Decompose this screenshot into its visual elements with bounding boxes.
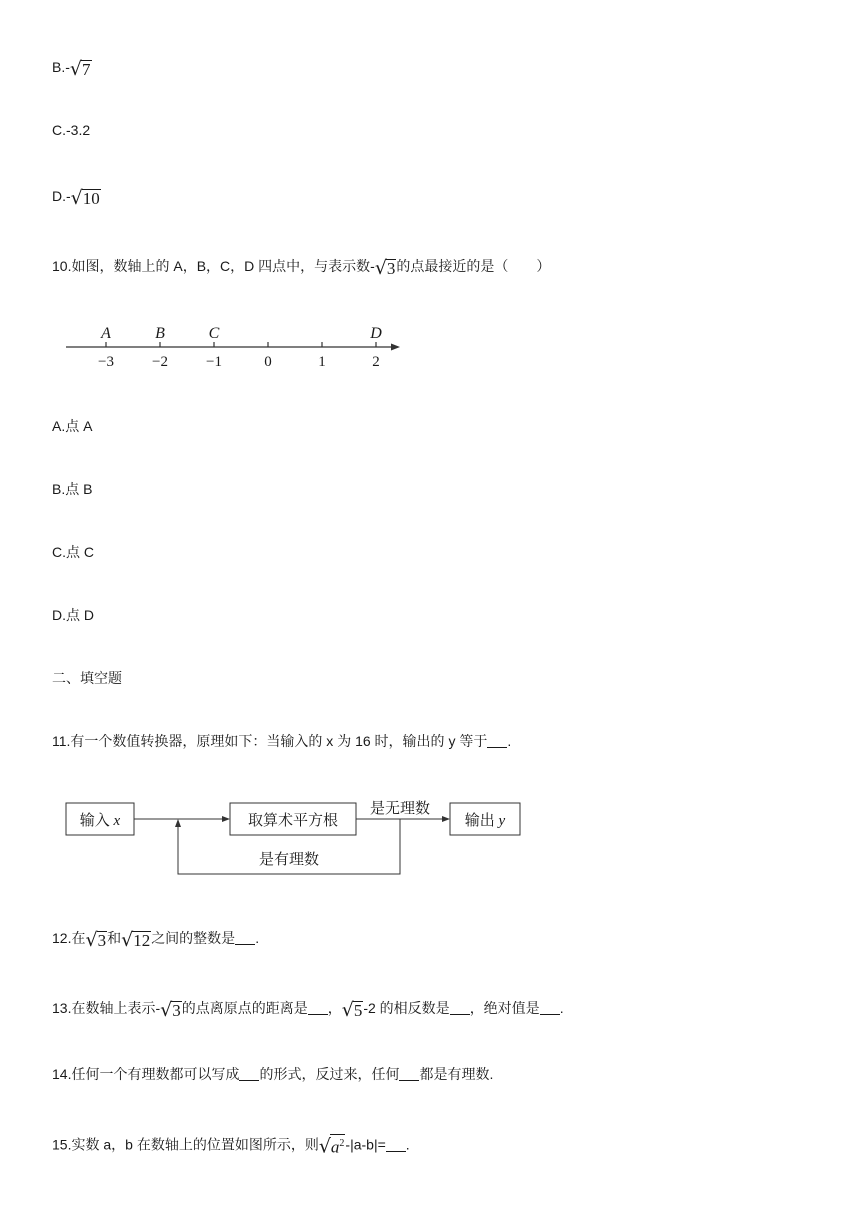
rational-label: 是有理数: [258, 852, 320, 868]
number-line-figure: [60, 318, 410, 374]
answer-blank[interactable]: [487, 732, 507, 748]
flowchart-figure: [60, 798, 530, 880]
sqrt-3: √3: [374, 257, 396, 279]
answer-blank[interactable]: [308, 999, 328, 1015]
sqrt-3: √3: [160, 999, 181, 1021]
point-label-a: A: [101, 325, 111, 342]
question-10: 10.如图，数轴上的 A，B，C，D 四点中，与表示数-√3的点最接近的是（ ）: [52, 257, 551, 279]
section-title: 二、填空题: [52, 670, 122, 686]
sqrt-3: √3: [85, 929, 107, 951]
option-10-b[interactable]: B.点 B: [52, 481, 93, 497]
point-label-d: D: [370, 325, 382, 342]
question-12: 12.在√3和√12之间的整数是 .: [52, 929, 260, 951]
sqrt-7: √7: [69, 58, 91, 80]
tick-label: −3: [98, 354, 114, 370]
answer-blank[interactable]: [540, 999, 560, 1015]
option-9-c[interactable]: C.-3.2: [52, 122, 91, 138]
option-9-b[interactable]: B.-√7: [52, 58, 91, 80]
tick-label: 1: [318, 354, 326, 370]
arrow-right-icon: [222, 816, 230, 822]
option-10-c[interactable]: C.点 C: [52, 544, 94, 560]
answer-blank[interactable]: [450, 999, 470, 1015]
question-14: 14.任何一个有理数都可以写成 的形式，反过来，任何 都是有理数.: [52, 1066, 494, 1082]
tick-label: 0: [264, 354, 272, 370]
sqrt-5: √5: [341, 999, 363, 1021]
arrow-right-icon: [391, 344, 400, 351]
option-10-a[interactable]: A.点 A: [52, 418, 93, 434]
input-text: 输入 x: [79, 813, 121, 829]
sqrt-a-squared: $√a^2$: [318, 1135, 345, 1158]
option-10-d[interactable]: D.点 D: [52, 607, 94, 623]
tick-label: −2: [152, 354, 168, 370]
output-text: 输出 y: [464, 813, 506, 829]
tick-label: 2: [372, 354, 380, 370]
answer-blank[interactable]: [235, 929, 255, 945]
answer-blank[interactable]: [386, 1136, 406, 1152]
question-11: 11.有一个数值转换器，原理如下：当输入的 x 为 16 时，输出的 y 等于 .: [52, 733, 512, 749]
sqrt-10: √10: [70, 187, 100, 209]
arrow-up-icon: [175, 819, 181, 827]
sqrt-12: √12: [121, 929, 151, 951]
point-label-b: B: [155, 325, 165, 342]
question-13: 13.在数轴上表示-√3的点离原点的距离是 ，√5-2 的相反数是 ，绝对值是 .: [52, 999, 564, 1021]
option-9-d[interactable]: D.-√10: [52, 187, 100, 209]
irrational-label: 是无理数: [369, 801, 431, 817]
arrow-right-icon: [442, 816, 450, 822]
answer-blank[interactable]: [399, 1065, 419, 1081]
question-15: 15.实数 a，b 在数轴上的位置如图所示，则$√a^2-|a-b|=$ .: [52, 1135, 410, 1158]
answer-blank[interactable]: [239, 1065, 259, 1081]
tick-label: −1: [206, 354, 222, 370]
point-label-c: C: [208, 325, 220, 342]
process-text: 取算术平方根: [247, 813, 339, 829]
